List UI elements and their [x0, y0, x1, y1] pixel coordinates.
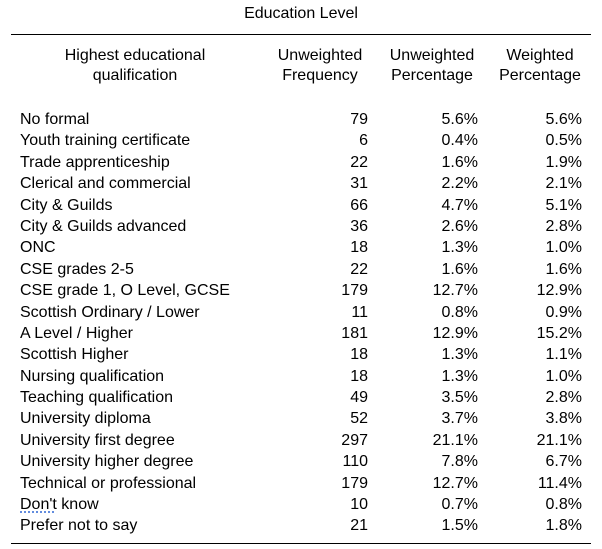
qualification-label: City & Guilds advanced — [20, 217, 187, 235]
table-row — [0, 302, 602, 323]
qualification-label: City & Guilds — [20, 196, 113, 214]
unweighted-frequency-cell: 31 — [350, 175, 368, 193]
unweighted-percentage-cell: 7.8% — [441, 453, 478, 471]
table-row — [0, 408, 602, 429]
weighted-percentage-cell: 2.8% — [545, 217, 582, 235]
spellcheck-flagged-word: Don't — [20, 496, 57, 514]
table-caption: Education Level — [244, 5, 358, 22]
weighted-percentage-cell: 3.8% — [545, 410, 582, 428]
table-row — [0, 259, 602, 280]
column-header-qualification — [40, 46, 230, 86]
qualification-label: Trade apprenticeship — [20, 153, 170, 171]
unweighted-frequency-cell: 18 — [350, 239, 368, 257]
weighted-percentage-cell: 2.8% — [545, 389, 582, 407]
qualification-label — [20, 494, 99, 515]
weighted-percentage-cell: 1.8% — [545, 517, 582, 535]
unweighted-frequency-cell: 18 — [350, 367, 368, 385]
unweighted-percentage-cell: 2.2% — [441, 175, 478, 193]
table-row — [0, 515, 602, 536]
column-header-unweighted-frequency — [268, 46, 372, 86]
qualification-label: A Level / Higher — [20, 324, 133, 342]
column-header-weighted-percentage-line: Percentage — [499, 67, 581, 84]
unweighted-frequency-cell: 52 — [350, 410, 368, 428]
weighted-percentage-cell: 1.9% — [545, 153, 582, 171]
unweighted-percentage-cell: 0.8% — [441, 303, 478, 321]
column-header-qualification-line: Highest educational — [64, 47, 206, 64]
column-header-weighted-percentage — [488, 46, 592, 86]
qualification-label: Scottish Ordinary / Lower — [20, 303, 200, 321]
unweighted-frequency-cell: 179 — [341, 282, 368, 300]
unweighted-frequency-cell: 6 — [359, 132, 368, 150]
table-row — [0, 451, 602, 472]
qualification-label: Youth training certificate — [20, 132, 191, 150]
unweighted-frequency-cell: 110 — [342, 453, 368, 471]
unweighted-frequency-cell: 18 — [350, 346, 368, 364]
weighted-percentage-cell: 6.7% — [545, 453, 582, 471]
unweighted-frequency-cell: 79 — [350, 111, 368, 128]
unweighted-percentage-cell: 0.4% — [441, 132, 478, 150]
table-row — [0, 387, 602, 408]
unweighted-percentage-cell: 1.6% — [441, 260, 478, 278]
qualification-label: University diploma — [20, 410, 151, 428]
table-top-rule — [11, 34, 591, 35]
table-row — [0, 366, 602, 387]
qualification-label: ONC — [20, 239, 56, 257]
weighted-percentage-cell: 0.5% — [545, 132, 582, 150]
unweighted-frequency-cell: 49 — [350, 389, 368, 407]
unweighted-frequency-cell: 179 — [341, 474, 368, 492]
unweighted-percentage-cell: 12.7% — [432, 282, 478, 300]
unweighted-frequency-cell: 66 — [350, 196, 368, 214]
table-row — [0, 109, 602, 130]
unweighted-percentage-cell: 3.7% — [441, 410, 478, 428]
unweighted-percentage-cell: 5.6% — [441, 111, 478, 128]
column-header-unweighted-frequency-line: Frequency — [282, 67, 358, 84]
qualification-label: University first degree — [20, 431, 175, 449]
unweighted-percentage-cell: 1.6% — [441, 153, 478, 171]
weighted-percentage-cell: 1.1% — [545, 346, 582, 364]
qualification-label: Nursing qualification — [20, 367, 165, 385]
unweighted-percentage-cell: 12.7% — [432, 474, 478, 492]
weighted-percentage-cell: 21.1% — [536, 431, 582, 449]
table-row — [0, 130, 602, 151]
unweighted-percentage-cell: 1.3% — [441, 239, 478, 257]
unweighted-percentage-cell: 0.7% — [441, 496, 478, 514]
weighted-percentage-cell: 0.9% — [545, 303, 582, 321]
table-row — [0, 344, 602, 365]
unweighted-percentage-cell: 12.9% — [432, 324, 478, 342]
unweighted-frequency-cell: 297 — [341, 431, 368, 449]
column-header-unweighted-frequency-line: Unweighted — [277, 47, 363, 64]
unweighted-frequency-cell: 36 — [350, 217, 368, 235]
qualification-label: University higher degree — [20, 453, 194, 471]
table-row — [0, 195, 602, 216]
column-header-unweighted-percentage-line: Percentage — [391, 67, 473, 84]
qualification-label: Prefer not to say — [20, 517, 138, 535]
weighted-percentage-cell: 2.1% — [545, 175, 582, 193]
unweighted-percentage-cell: 1.3% — [441, 346, 478, 364]
qualification-label: Scottish Higher — [20, 346, 129, 364]
qualification-label: Teaching qualification — [20, 389, 173, 407]
unweighted-frequency-cell: 11 — [351, 303, 368, 321]
weighted-percentage-cell: 1.0% — [545, 367, 582, 385]
column-header-unweighted-percentage — [380, 46, 484, 86]
unweighted-percentage-cell: 1.5% — [441, 517, 478, 535]
qualification-label: CSE grade 1, O Level, GCSE — [20, 282, 230, 300]
weighted-percentage-cell: 5.1% — [545, 196, 582, 214]
qualification-label-rest: know — [56, 496, 99, 514]
table-row — [0, 173, 602, 194]
unweighted-percentage-cell: 2.6% — [441, 217, 478, 235]
weighted-percentage-cell: 0.8% — [545, 496, 582, 514]
qualification-label: Technical or professional — [20, 474, 197, 492]
qualification-label: No formal — [20, 111, 90, 128]
table-row — [0, 323, 602, 344]
unweighted-percentage-cell: 1.3% — [441, 367, 478, 385]
unweighted-frequency-cell: 10 — [350, 496, 368, 514]
unweighted-percentage-cell: 4.7% — [441, 196, 478, 214]
weighted-percentage-cell: 11.4% — [537, 474, 582, 492]
table-row — [0, 494, 602, 515]
weighted-percentage-cell: 12.9% — [536, 282, 582, 300]
unweighted-frequency-cell: 181 — [341, 324, 368, 342]
column-header-unweighted-percentage-line: Unweighted — [389, 47, 475, 64]
qualification-label: Clerical and commercial — [20, 175, 191, 193]
unweighted-percentage-cell: 21.1% — [432, 431, 478, 449]
unweighted-frequency-cell: 22 — [350, 260, 368, 278]
weighted-percentage-cell: 1.6% — [545, 260, 582, 278]
table-row — [0, 216, 602, 237]
table-row — [0, 237, 602, 258]
column-header-qualification-line: qualification — [92, 67, 178, 84]
table-row — [0, 152, 602, 173]
table-body — [0, 109, 602, 537]
qualification-label: CSE grades 2-5 — [20, 260, 134, 278]
weighted-percentage-cell: 5.6% — [545, 111, 582, 128]
unweighted-frequency-cell: 22 — [350, 153, 368, 171]
unweighted-frequency-cell: 21 — [350, 517, 368, 535]
table-row — [0, 473, 602, 494]
unweighted-percentage-cell: 3.5% — [441, 389, 478, 407]
table-row — [0, 280, 602, 301]
table-bottom-rule — [11, 543, 591, 544]
column-header-weighted-percentage-line: Weighted — [506, 47, 574, 64]
table-row — [0, 430, 602, 451]
weighted-percentage-cell: 1.0% — [545, 239, 582, 257]
weighted-percentage-cell: 15.2% — [536, 324, 582, 342]
